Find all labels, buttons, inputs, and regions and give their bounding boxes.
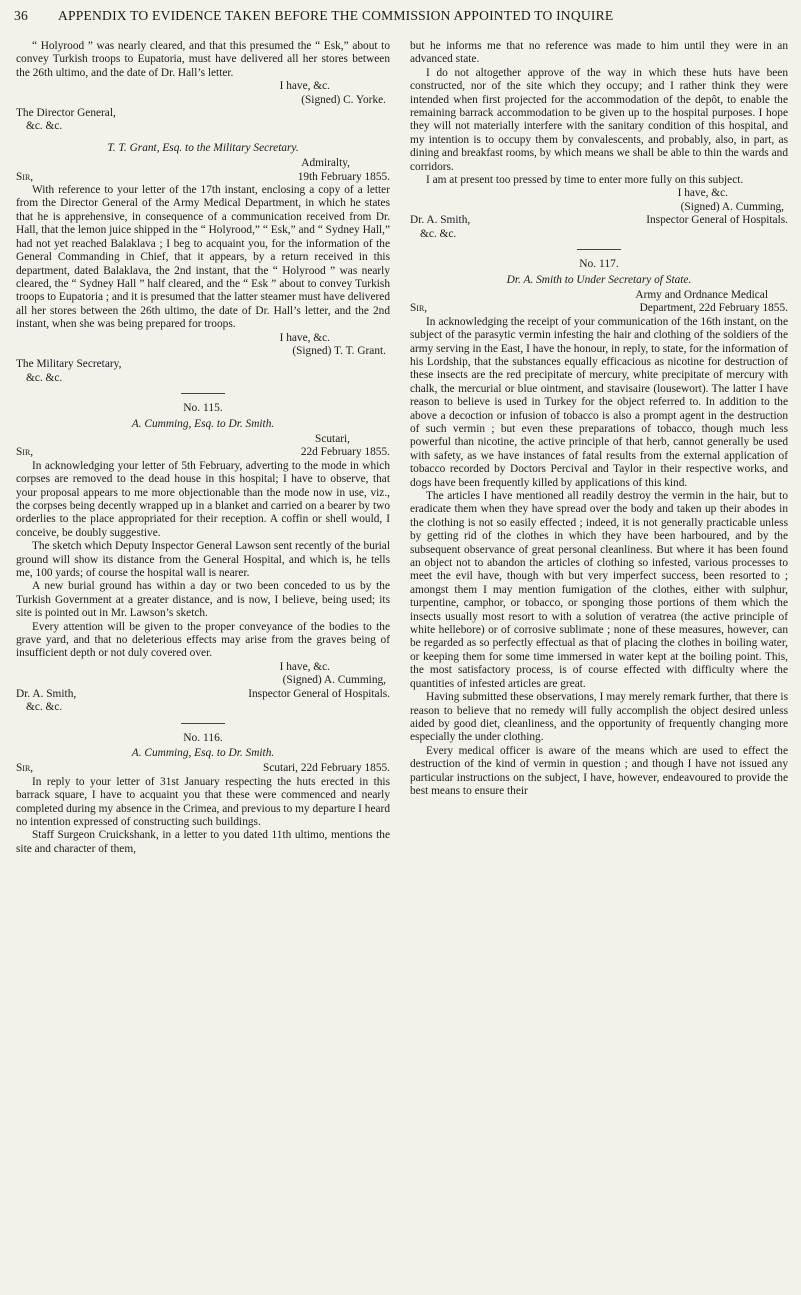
letter-body: I am at present too pressed by time to enter more fully on this subject. xyxy=(426,174,744,187)
addressee: The Director General, xyxy=(16,107,116,120)
letter-body: In acknowledging your letter of 5th February, adverting to the mode in which corpses are removed to the dead house in this hospital; I have to observe, that your proposal appears to me more objectionable than the mode now in use, viz., the corpses being decently wrapped up in a blanket and carried on a bearer by two orderlies to the place appropriated for their reception. A coffin or shell would, I conceive, be doubly suggestive. xyxy=(16,459,390,539)
continued-paragraph: “ Holyrood ” was nearly cleared, and that this presumed the “ Esk,” about to convey Turkish troops to Eupatoria, must have delivered all her stores between the 26th ultimo, and the date of Dr. Hall’s letter. xyxy=(16,40,390,79)
closing: I have, &c. xyxy=(279,660,330,673)
left-column xyxy=(16,40,390,1285)
signature: (Signed) T. T. Grant. xyxy=(292,344,386,357)
section-divider xyxy=(181,723,225,724)
section-divider xyxy=(181,393,225,394)
letter-heading: T. T. Grant, Esq. to the Military Secretary. xyxy=(107,141,299,154)
continued-paragraph: but he informs me that no reference was made to him until they were in an advanced state. xyxy=(410,40,788,66)
letter-body: In acknowledging the receipt of your communication of the 16th instant, on the subject of the parasytic vermin infesting the hair and clothing of the soldiers of the army serving in the East, I have the honour, in reply, to state, for the information of his Lordship, that the substances equally efficacious as nicotine for destruction of these insects are the red precipitate of mercury, white precipitate of mercury with chalk, the mercurial or blue ointment, and stavisaire (lousewort). The latter I have reason to believe is used in Turkey for the object referred to. In addition to the above a decoction or infusion of tobacco is also a prompt agent in the destruction of such vermin ; but even these preparations of tobacco, though much less powerful than nicotine, the active principle of that herb, cannot generally be used with safety, as we have instances of fatal results from the external application of tobacco recorded by Doctors Percival and Taylor in their respective works, and dogs have been frequently killed by applications of this kind. xyxy=(410,315,788,489)
letter-place: Admiralty, xyxy=(301,157,350,170)
salutation-row xyxy=(410,302,788,315)
letter-heading: A. Cumming, Esq. to Dr. Smith. xyxy=(131,417,275,430)
right-column xyxy=(410,40,788,1285)
running-header xyxy=(14,8,787,30)
addressee-etc: &c. &c. xyxy=(26,120,63,133)
addressee: The Military Secretary, xyxy=(16,358,122,371)
section-divider xyxy=(577,249,621,250)
signatory-title: Inspector General of Hospitals. xyxy=(646,214,788,227)
signatory-title: Inspector General of Hospitals. xyxy=(248,687,390,700)
letter-body: With reference to your letter of the 17th instant, enclosing a copy of a letter from the Director General of the Army Medical Department, in which he states that he is apprehensive, in consequence of a communication received from Dr. Hall, that the lemon juice shipped in the “ Holyrood,” “ Esk,” and “ Sydney Hall,” had not yet reached Balaklava ; I beg to acquaint you, for the information of the General Commanding in Chief, that it appears, by a return received in this department, dated Balaklava, the 2nd instant, that the “ Holyrood ” was nearly cleared, the “ Sydney Hall ” half cleared, and the “ Esk ” about to convey Turkish troops to Eupatoria ; and it is presumed that the latter steamer must have delivered all her stores between the 26th ultimo, the date of Dr. Hall’s letter, and the 2nd instant, when she was being prepared for troops. xyxy=(16,184,390,331)
addressee-row xyxy=(16,688,390,701)
letter-place: Army and Ordnance Medical xyxy=(635,288,768,301)
salutation-row xyxy=(16,171,390,184)
letter-body: The articles I have mentioned all readily destroy the vermin in the hair, but to eradicate them when they have spread over the body and taken up their abodes in the clothing is not so easily effected ; indeed, it is not generally practicable unless by getting rid of the clothes in which they have been harboured, and by the subsequent observance of great personal cleanliness. But where it has been found an object not to abandon the articles of clothing so infested, various processes to meet the evil have, though with but very imperfect success, been resorted to ; amongst them I may mention fumigation of the clothes, either with sulphur, turpentine, camphor, or tobacco, or sponging those portions of them which the insects usually most resort to with a solution of veratrea (the active principle of white hellebore) or of corrosive sublimate ; none of these measures, however, can be regarded as so perfectly effectual as that of placing the clothes in boiling water, or keeping them for some time immersed in water kept at the boiling point. This, the most satisfactory process, is of course effected with difficulty where the quantities of infested articles are great. xyxy=(410,490,788,690)
letter-number: No. 116. xyxy=(183,731,223,744)
addressee-row xyxy=(410,214,788,227)
salutation-row xyxy=(16,762,390,775)
letter-heading: Dr. A. Smith to Under Secretary of State. xyxy=(506,273,692,286)
letter-date: 22d February 1855. xyxy=(300,446,390,459)
letter-date: Department, 22d February 1855. xyxy=(639,302,788,315)
letter-heading: A. Cumming, Esq. to Dr. Smith. xyxy=(131,746,275,759)
letter-body: I do not altogether approve of the way in which these huts have been constructed, nor of the site which they occupy; and I rather think they were intended when first projected for the accommodation of the depôt, to enable the remaining barrack accommodation to be given up to the hospital purposes. I hope they will not materially interfere with the sanitary condition of this hospital, and my intention is to occupy them by convalescents, and probably, also, in part, as dining and breakfast rooms, by which means we shall be able to thin the wards and corridors. xyxy=(410,66,788,173)
addressee: Dr. A. Smith, xyxy=(410,214,471,227)
salutation-row xyxy=(16,446,390,459)
letter-body: Having submitted these observations, I may merely remark further, that there is reason to believe that no remedy will fully accomplish the object desired unless aided by good diet, cleanliness, and the opportunity of frequently changing more especially the under clothing. xyxy=(410,691,788,744)
letter-body: In reply to your letter of 31st January respecting the huts erected in this barrack square, I have to acquaint you that these were commenced and nearly completed during my absence in the Crimea, and previous to my departure I heard no intention expressed of constructing such buildings. xyxy=(16,775,390,828)
salutation: Sir, xyxy=(16,170,34,183)
addressee: Dr. A. Smith, xyxy=(16,687,77,700)
page-number: 36 xyxy=(14,8,28,23)
signature: (Signed) A. Cumming, xyxy=(680,200,784,213)
letter-body: A new burial ground has within a day or two been conceded to us by the Turkish Government at a greater distance, and is now, I believe, being used; its site is pointed out in Mr. Lawson’s sketch. xyxy=(16,580,390,620)
letter-body: Every attention will be given to the proper conveyance of the bodies to the grave yard, and that no deleterious effects may arise from the graves being of insufficient depth or not duly covered over. xyxy=(16,620,390,660)
letter-body: Staff Surgeon Cruickshank, in a letter to you dated 11th ultimo, mentions the site and character of them, xyxy=(16,829,390,855)
letter-number: No. 115. xyxy=(183,402,223,415)
running-title: APPENDIX TO EVIDENCE TAKEN BEFORE THE COMMISSION APPOINTED TO INQUIRE xyxy=(58,8,614,23)
letter-date: Scutari, 22d February 1855. xyxy=(263,762,390,775)
addressee-etc: &c. &c. xyxy=(420,227,457,240)
addressee-etc: &c. &c. xyxy=(26,371,63,384)
closing: I have, &c. xyxy=(677,187,728,200)
addressee-etc: &c. &c. xyxy=(26,701,63,714)
letter-number: No. 117. xyxy=(579,258,619,271)
signature: (Signed) A. Cumming, xyxy=(282,674,386,687)
letter-place: Scutari, xyxy=(315,432,350,445)
letter-body: The sketch which Deputy Inspector General Lawson sent recently of the burial ground will show its distance from the General Hospital, and which is, he tells me, 100 yards; of course the hospital wall is nearer. xyxy=(16,540,390,580)
salutation: Sir, xyxy=(16,762,34,775)
closing: I have, &c. xyxy=(279,80,330,93)
salutation: Sir, xyxy=(410,302,428,315)
letter-date: 19th February 1855. xyxy=(297,170,390,183)
salutation: Sir, xyxy=(16,446,34,459)
letter-body: Every medical officer is aware of the means which are used to effect the destruction of the kind of vermin in question ; and though I have not issued any particular instructions on the subject, I have, however, endeavoured to provide the best means to ensure their xyxy=(410,744,788,797)
closing: I have, &c. xyxy=(279,331,330,344)
signature: (Signed) C. Yorke. xyxy=(301,93,386,106)
